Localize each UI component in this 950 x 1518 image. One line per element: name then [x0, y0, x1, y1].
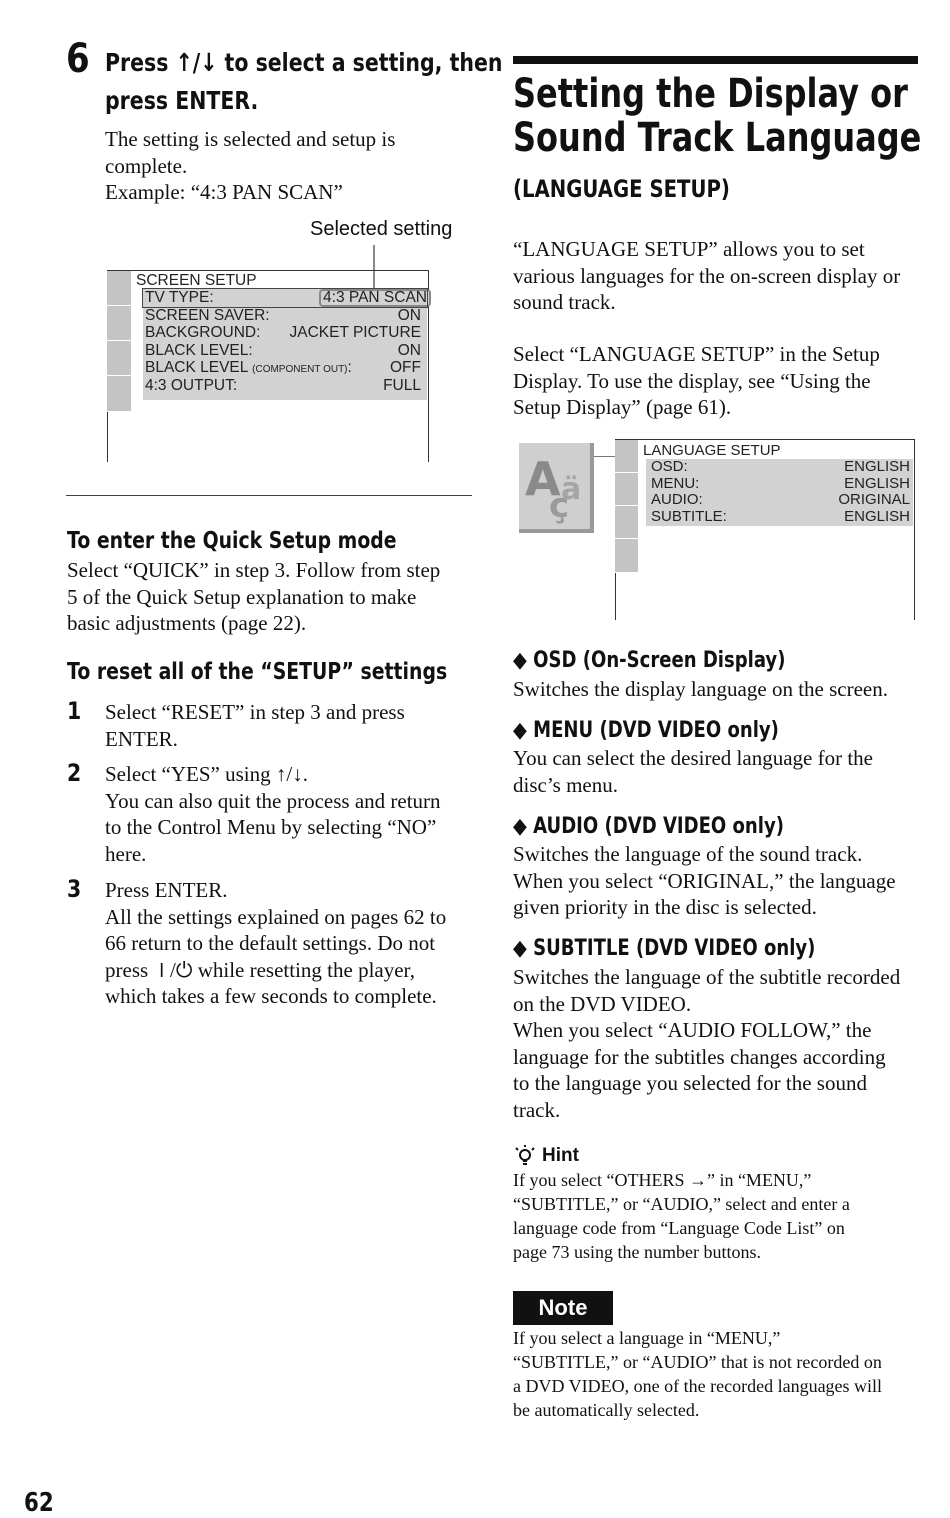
hint-text: If you select “OTHERS →” in “MENU,” “SUBTITLE,” or “AUDIO,” select and enter a language code from “Language Code List” on page 73 using the number buttons. [513, 1170, 850, 1262]
setup-tab-4 [107, 376, 131, 412]
reset-heading: To reset all of the “SETUP” settings [67, 659, 448, 685]
quick-setup-text: Select “QUICK” in step 3. Follow from step 5 of the Quick Setup explanation to make basic adjustments (page 22). [67, 558, 441, 635]
row-43-output: 4:3 OUTPUT: FULL [145, 376, 421, 394]
screen-setup-list [143, 289, 427, 400]
row-subtitle: SUBTITLE: ENGLISH [651, 507, 910, 525]
reset-step-2-text: Select “YES” using ↑/↓. You can also quit the process and return to the Control Menu by selecting “NO” here. [105, 762, 441, 866]
reset-step-3-text: Press ENTER. All the settings explained on pages 62 to 66 return to the default settings. Do not press ⏽/⏻ while resetting the player, which takes a few seconds to complete. [105, 878, 447, 1008]
section-divider [66, 495, 472, 496]
note-label: Note [513, 1291, 613, 1325]
item-audio-heading: ◆ AUDIO (DVD VIDEO only) [513, 814, 784, 839]
row-audio: AUDIO: ORIGINAL [651, 491, 910, 508]
reset-step-1-number: 1 [67, 697, 82, 725]
setup-tab-2 [107, 306, 131, 341]
page-number: 62 [24, 1488, 54, 1518]
quick-setup-heading: To enter the Quick Setup mode [67, 528, 397, 554]
setup-tab-1 [107, 271, 131, 306]
language-setup-display [615, 439, 915, 620]
page-title: Setting the Display or Sound Track Language [513, 71, 922, 161]
selected-value-box: 4:3 PAN SCAN [319, 289, 431, 307]
reset-step-2-number: 2 [67, 759, 82, 787]
item-osd-text: Switches the display language on the screen. [513, 677, 888, 701]
lightbulb-icon [513, 1144, 537, 1168]
language-setup-icon [519, 443, 594, 533]
setup-tab-3 [107, 341, 131, 376]
row-screen-saver: SCREEN SAVER: ON [145, 306, 421, 324]
svg-text:ä: ä [561, 472, 582, 507]
screen-setup-title: SCREEN SETUP [136, 272, 257, 289]
selected-setting-callout: Selected setting [310, 218, 453, 240]
item-menu-text: You can select the desired language for the disc’s menu. [513, 746, 873, 797]
hint-label: Hint [542, 1145, 579, 1166]
row-osd: OSD: ENGLISH [651, 458, 910, 475]
item-menu-heading: ◆ MENU (DVD VIDEO only) [513, 718, 779, 743]
language-aa-icon [519, 443, 590, 529]
lang-tab-2 [615, 473, 638, 506]
page-subtitle: (LANGUAGE SETUP) [513, 175, 730, 203]
lang-tab-1 [615, 440, 638, 473]
title-bar-rule [513, 56, 918, 64]
svg-text:ç: ç [549, 486, 570, 526]
intro-paragraph-1: “LANGUAGE SETUP” allows you to set various languages for the on-screen display or sound track. [513, 237, 901, 314]
item-osd-heading: ◆ OSD (On-Screen Display) [513, 648, 786, 673]
note-text: If you select a language in “MENU,” “SUBTITLE,” or “AUDIO” that is not recorded on a DVD VIDEO, one of the recorded languages will be automatically selected. [513, 1328, 883, 1420]
row-background: BACKGROUND: JACKET PICTURE [145, 324, 421, 341]
step6-heading-line2: press ENTER. [105, 86, 259, 115]
item-subtitle-text: Switches the language of the subtitle recorded on the DVD VIDEO. When you select “AUDIO FOLLOW,” the language for the subtitles changes according to the language you selected for the sound track. [513, 965, 901, 1122]
row-tv-type: TV TYPE: 4:3 PAN SCAN [143, 289, 427, 307]
step6-description: The setting is selected and setup is complete. Example: “4:3 PAN SCAN” [105, 127, 396, 204]
item-subtitle-heading: ◆ SUBTITLE (DVD VIDEO only) [513, 936, 816, 961]
row-black-level: BLACK LEVEL: ON [145, 341, 421, 359]
reset-step-3-number: 3 [67, 875, 82, 903]
screen-setup-display [107, 270, 430, 462]
language-setup-title: LANGUAGE SETUP [643, 442, 781, 459]
intro-paragraph-2: Select “LANGUAGE SETUP” in the Setup Display. To use the display, see “Using the Setup Display” (page 61). [513, 342, 880, 419]
step6-heading-line1: Press ↑/↓ to select a setting, then [105, 48, 503, 77]
step-number-6: 6 [66, 36, 90, 82]
language-setup-list [646, 459, 913, 526]
svg-text:A: A [525, 452, 561, 506]
lang-tab-3 [615, 506, 638, 539]
row-black-level-component: BLACK LEVEL (COMPONENT OUT): OFF [145, 359, 421, 376]
reset-step-1-text: Select “RESET” in step 3 and press ENTER. [105, 700, 405, 751]
lang-tab-4 [615, 539, 638, 573]
item-audio-text: Switches the language of the sound track. When you select “ORIGINAL,” the language given priority in the disc is selected. [513, 842, 896, 919]
row-menu: MENU: ENGLISH [651, 474, 910, 492]
